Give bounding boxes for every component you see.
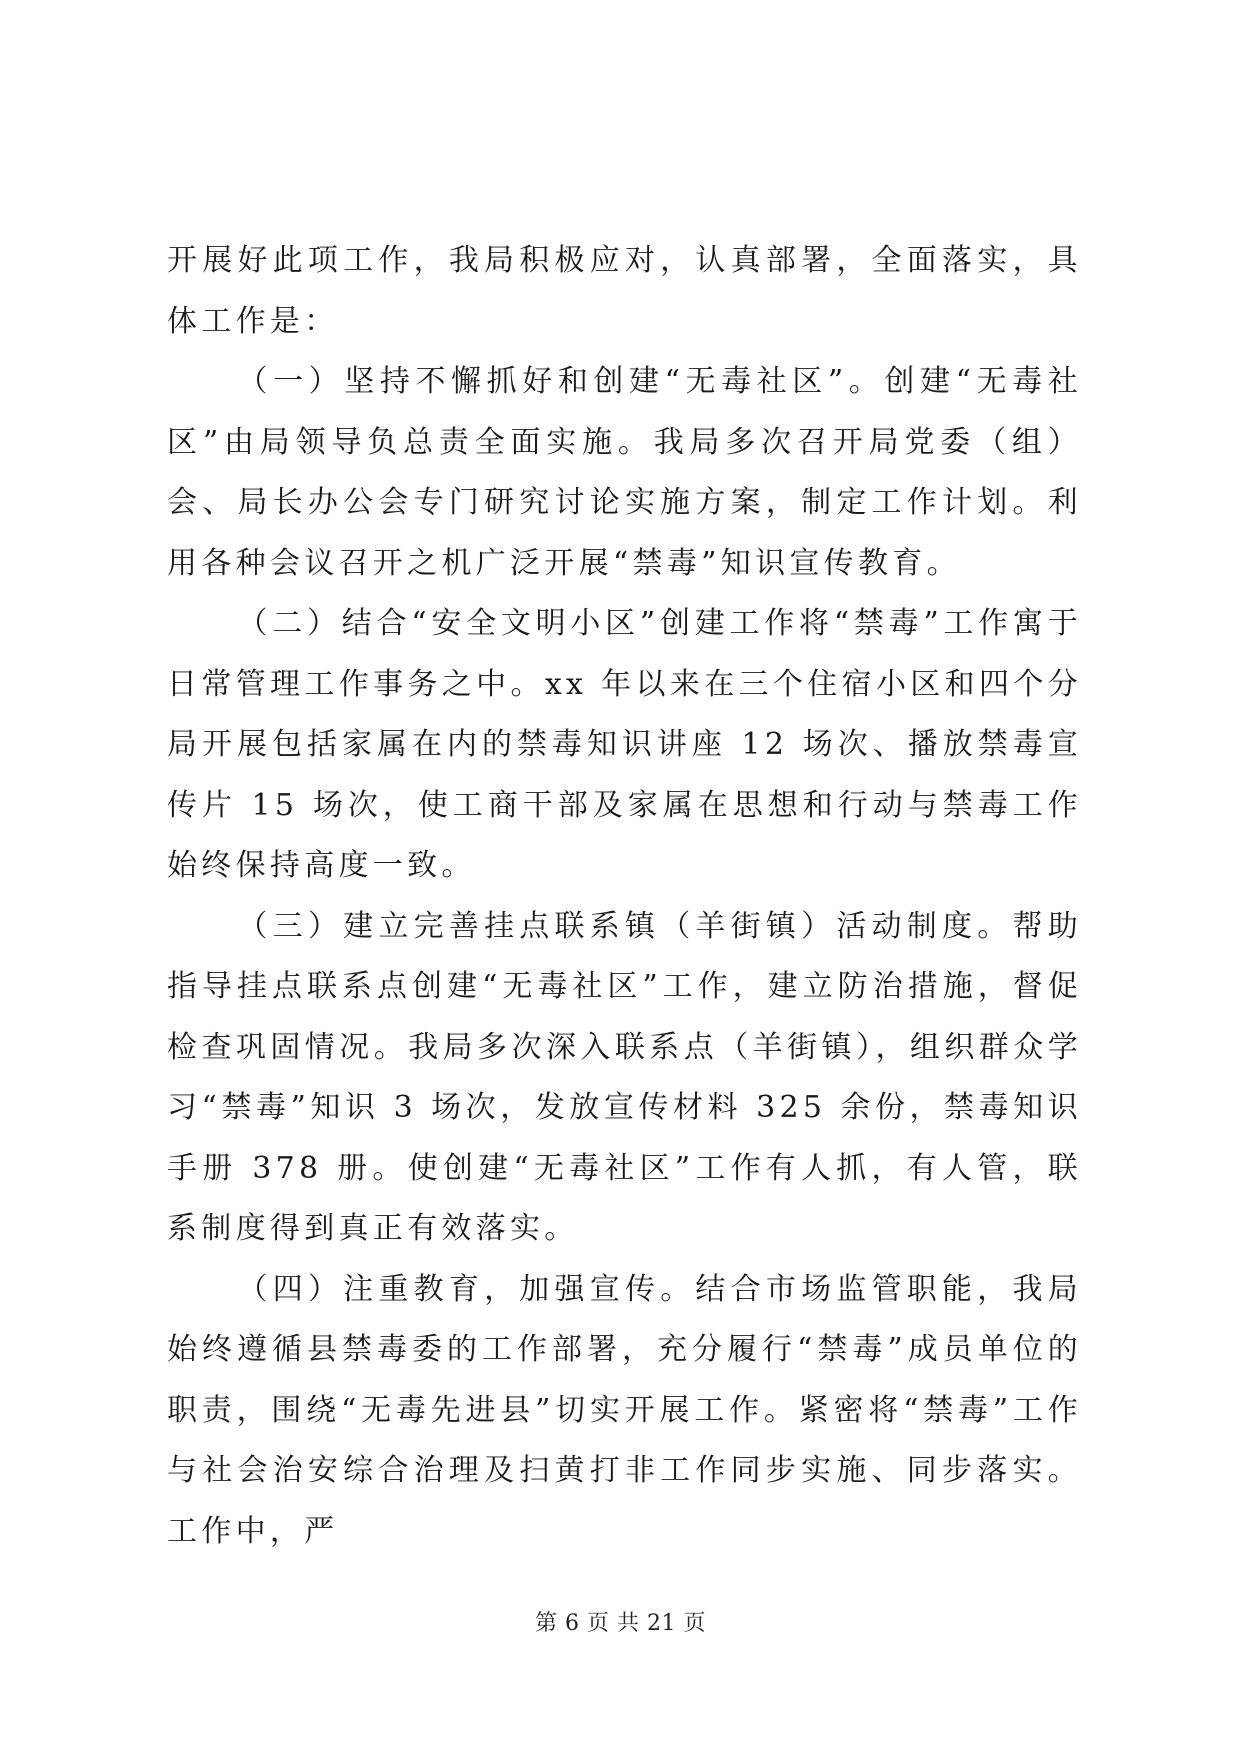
paragraph-section-2: （二）结合“安全文明小区”创建工作将“禁毒”工作寓于日常管理工作事务之中。xx 年以来在三个住宿小区和四个分局开展包括家属在内的禁毒知识讲座 12 场次、播放禁毒宣传片 15 场次，使工商干部及家属在思想和行动与禁毒工作始终保持高度一致。 [167,606,1082,883]
paragraph-section-1: （一）坚持不懈抓好和创建“无毒社区”。创建“无毒社区”由局领导负总责全面实施。我局多次召开局党委（组）会、局长办公会专门研究讨论实施方案，制定工作计划。利用各种会议召开之机广泛开展“禁毒”知识宣传教育。 [167,364,1082,581]
paragraph-section-4: （四）注重教育，加强宣传。结合市场监管职能，我局始终遵循县禁毒委的工作部署，充分履行“禁毒”成员单位的职责，围绕“无毒先进县”切实开展工作。紧密将“禁毒”工作与社会治安综合治理及扫黄打非工作同步实施、同步落实。工作中，严 [167,1271,1082,1549]
page-number-footer: 第 6 页 共 21 页 [535,1611,706,1636]
paragraph-section-3: （三）建立完善挂点联系镇（羊街镇）活动制度。帮助指导挂点联系点创建“无毒社区”工作，建立防治措施，督促检查巩固情况。我局多次深入联系点（羊街镇），组织群众学习“禁毒”知识 3 场次，发放宣传材料 325 余份，禁毒知识手册 378 册。使创建“无毒社区”工作有人抓，有人管，联系制度得到真正有效落实。 [167,908,1082,1246]
paragraph-intro: 开展好此项工作，我局积极应对，认真部署，全面落实，具体工作是： [167,243,1082,339]
body-text [167,231,1082,1562]
